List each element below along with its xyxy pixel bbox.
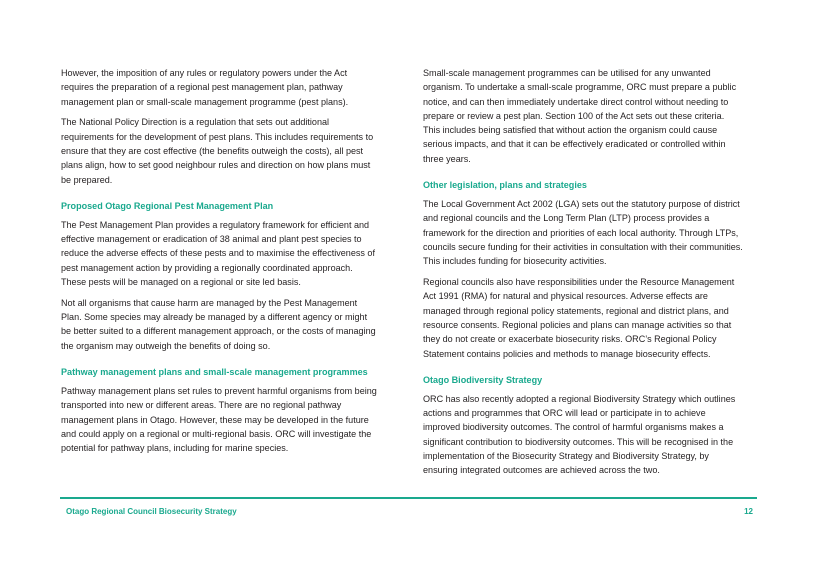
paragraph-not-all-organisms: Not all organisms that cause harm are managed by the Pest Management Plan. Some species may already be managed by a different agency or might be better suited to a different management approach, or the costs of managing the organism may outweigh the benefits of doing so.	[61, 297, 376, 351]
paragraph-small-scale-programmes: Small-scale management programmes can be utilised for any unwanted organism. To undertake a small-scale programme, ORC must prepare a public notice, and can then immediately undertake direct control without needing to prepare or review a pest plan. Section 100 of the Act sets out these criteria. This includes being satisfied that without action the organism could cause serious impacts, and that it can be effectively eradicated or controlled within three years.	[423, 68, 737, 164]
footer-divider	[60, 497, 757, 499]
footer-document-title: Otago Regional Council Biosecurity Strategy	[66, 507, 237, 516]
heading-other-legislation: Other legislation, plans and strategies	[423, 180, 587, 191]
heading-biodiversity-strategy: Otago Biodiversity Strategy	[423, 374, 543, 385]
paragraph-pathway-management: Pathway management plans set rules to prevent harmful organisms from being transported into new or different areas. There are no regional pathway management plans in Otago. However, these may be developed in the future and could apply on a regional or multi-regional basis. ORC will investigate the potential for pathway plans, including for marine species.	[61, 386, 377, 454]
right-column	[423, 66, 743, 484]
page-number: 12	[744, 507, 753, 516]
left-column	[61, 66, 377, 462]
paragraph-resource-management-act: Regional councils also have responsibilities under the Resource Management Act 1991 (RMA) for natural and physical resources. Adverse effects are managed through regional policy statements, regional and district plans, and resource consents. Regional policies and plans can manage activities so that they do not create or exacerbate biosecurity risks. ORC’s Regional Policy Statement contains policies and methods to manage biosecurity effects.	[423, 277, 735, 359]
heading-pest-management-plan: Proposed Otago Regional Pest Management Plan	[61, 200, 274, 211]
paragraph-pest-management-plan: The Pest Management Plan provides a regulatory framework for efficient and effective management or eradication of 38 animal and plant pest species to reduce the adverse effects of these pests and to maximise the effectiveness of pest management action by providing a regionally coordinated approach. These pests will be managed on a regional or site led basis.	[61, 219, 375, 288]
paragraph-national-policy-direction: The National Policy Direction is a regulation that sets out additional requirements for the development of pest plans. This includes requirements to ensure that they are cost effective (the benefits outweigh the costs), all pest plans align, how to set good neighbour rules and direction on how plans must be prepared.	[61, 117, 374, 185]
heading-pathway-management: Pathway management plans and small-scale management programmes	[61, 367, 368, 378]
paragraph-biodiversity-strategy: ORC has also recently adopted a regional Biodiversity Strategy which outlines actions and programmes that ORC will lead or participate in to achieve improved biodiversity outcomes. The control of harmful organisms makes a significant contribution to biodiversity outcomes. This will be recognised in the implementation of the Biosecurity Strategy and Biodiversity Strategy, by ensuring integrated outcomes are achieved across the two.	[423, 393, 736, 476]
paragraph-local-government-act: The Local Government Act 2002 (LGA) sets out the statutory purpose of district and regional councils and the Long Term Plan (LTP) process provides a framework for the direction and priorities of each local authority. Through LTPs, councils secure funding for their activities in consultation with their communities. This includes funding for biosecurity activities.	[423, 199, 743, 267]
paragraph-rules-regulatory-powers: However, the imposition of any rules or regulatory powers under the Act requires the preparation of a regional pest management plan, pathway management plan or small-scale management programme (pest plans).	[61, 68, 349, 107]
